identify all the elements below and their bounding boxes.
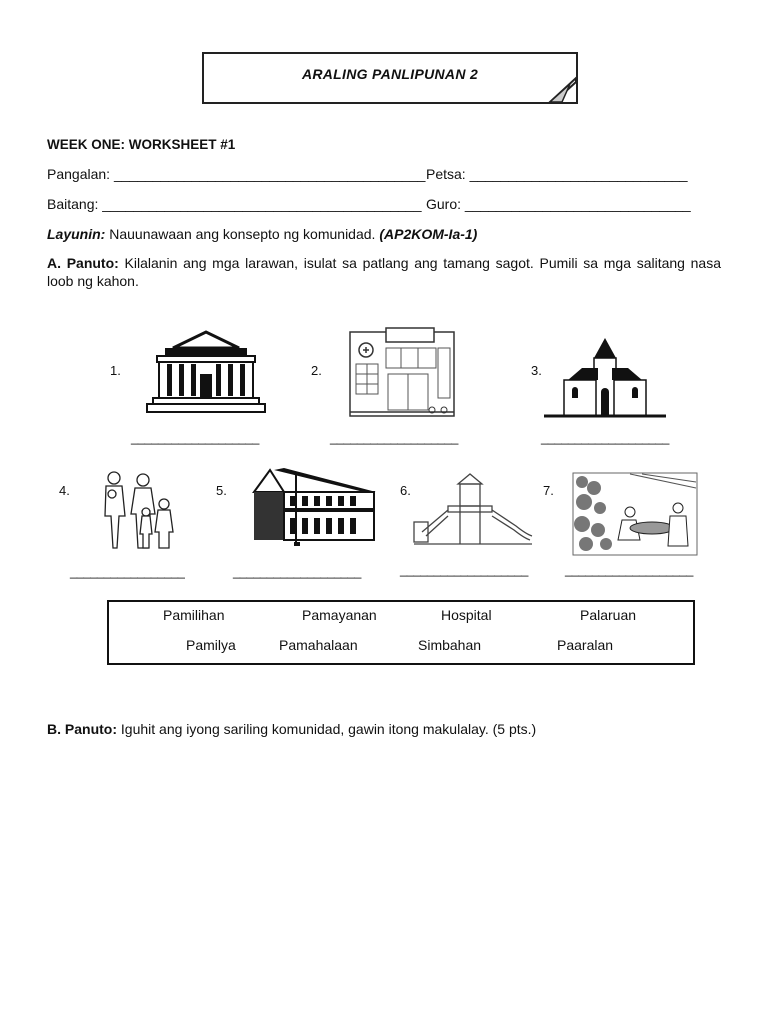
date-field[interactable]: Petsa: ____________________________ <box>426 166 688 182</box>
word-choice: Simbahan <box>418 637 482 653</box>
family-icon <box>98 470 176 550</box>
objective-text: Nauunawaan ang konsepto ng komunidad. <box>105 226 380 242</box>
word-choice: Hospital <box>441 607 492 623</box>
item-number-1: 1. <box>110 363 121 378</box>
word-choice: Pamilihan <box>163 607 225 623</box>
part-a-label: A. Panuto: <box>47 255 119 271</box>
answer-blank-1[interactable]: ___________________ <box>131 430 259 445</box>
word-choice: Palaruan <box>580 607 637 623</box>
answer-blank-2[interactable]: ___________________ <box>330 430 458 445</box>
playground-icon <box>412 470 534 550</box>
answer-blank-4[interactable]: _________________ <box>70 564 185 579</box>
grade-field[interactable]: Baitang: _________________________________________ <box>47 196 422 212</box>
word-choice: Pamilya <box>186 637 236 653</box>
word-choice: Paaralan <box>557 637 614 653</box>
answer-blank-3[interactable]: ___________________ <box>541 430 669 445</box>
item-number-7: 7. <box>543 483 554 498</box>
item-number-5: 5. <box>216 483 227 498</box>
church-icon <box>542 336 668 420</box>
word-choice: Pamahalaan <box>279 637 358 653</box>
page-title: ARALING PANLIPUNAN 2 <box>301 66 479 82</box>
market-scene-icon <box>572 472 698 556</box>
objective-label: Layunin: <box>47 226 106 242</box>
objective-code: (AP2KOM-Ia-1) <box>379 226 478 242</box>
hospital-building-icon <box>346 328 458 420</box>
objective <box>47 226 477 242</box>
item-number-4: 4. <box>59 483 70 498</box>
part-b-label: B. Panuto: <box>47 721 117 737</box>
answer-blank-5[interactable]: ___________________ <box>233 564 361 579</box>
item-number-6: 6. <box>400 483 411 498</box>
name-field[interactable]: Pangalan: ________________________________________ <box>47 166 426 182</box>
part-a-instructions <box>47 254 721 290</box>
item-number-2: 2. <box>311 363 322 378</box>
school-building-icon <box>244 466 378 546</box>
teacher-field[interactable]: Guro: _____________________________ <box>426 196 691 212</box>
government-building-icon <box>145 330 267 418</box>
part-b-text: Iguhit ang iyong sariling komunidad, gawin itong makulalay. (5 pts.) <box>117 721 537 737</box>
answer-blank-6[interactable]: ___________________ <box>400 562 528 577</box>
item-number-3: 3. <box>531 363 542 378</box>
drawing-area[interactable] <box>47 750 721 1000</box>
answer-blank-7[interactable]: ___________________ <box>565 562 693 577</box>
part-b-instructions <box>47 721 536 737</box>
word-choice: Pamayanan <box>302 607 377 623</box>
part-a-text: Kilalanin ang mga larawan, isulat sa patlang ang tamang sagot. Pumili sa mga salitang nasa loob ng kahon. <box>47 255 722 289</box>
worksheet-heading: WEEK ONE: WORKSHEET #1 <box>47 137 236 152</box>
